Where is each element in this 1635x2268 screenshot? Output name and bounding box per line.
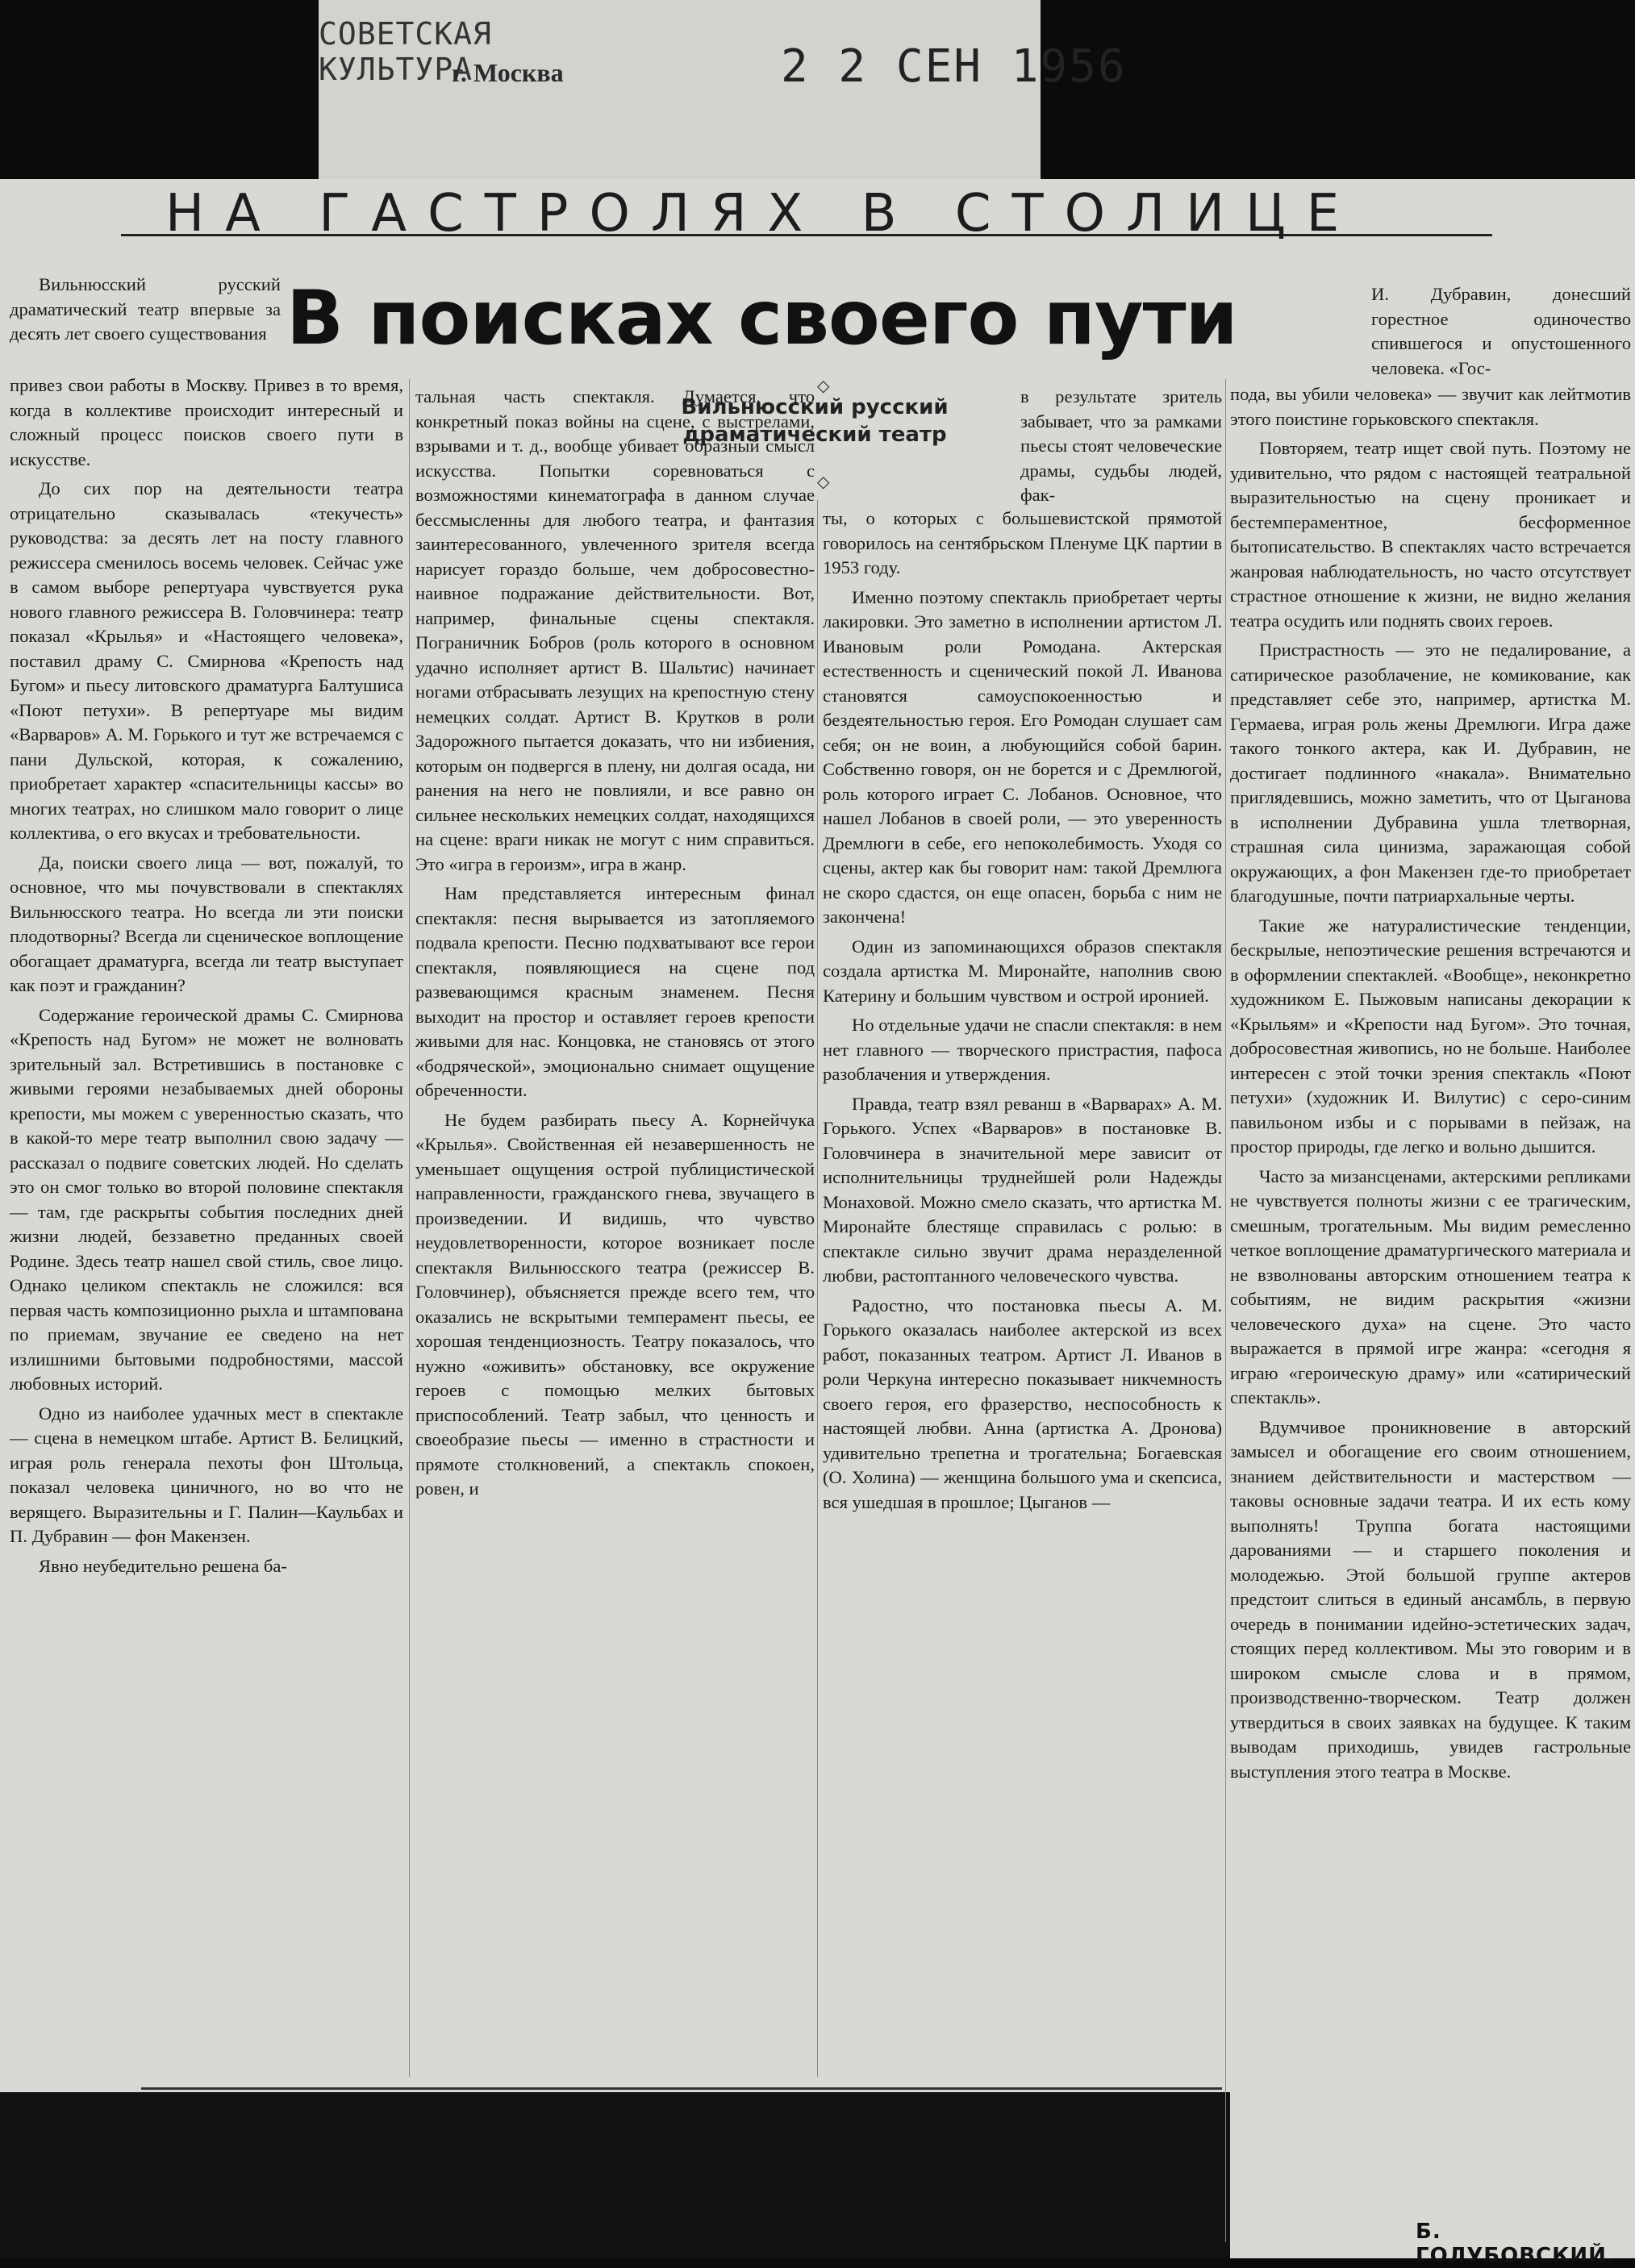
- paragraph: Содержание героической драмы С. Смирнова «Крепость над Бугом» не может не волновать зрительный зал. Встретившись в постановке с живыми героями незабываемых дней обороны крепости, мы можем с уверенностью сказать, что в какой-то мере театр выполнил свою задачу — рассказал о подвиге советских людей. Но сделать это он смог только во второй половине спектакля — там, где раскрыты события последних дней жизни людей, беззаветно преданных своей Родине. Здесь театр нашел свой стиль, свое лицо. Однако целиком спектакль не сложился: вся первая часть композиционно рыхла и штампована по приемам, звучание ее сведено на нет излишними бытовыми подробностями, массой любовных историй.: [10, 1004, 403, 1394]
- article-subhead: Вильнюсский русский драматический театр: [681, 395, 949, 447]
- column-divider: [409, 379, 410, 2077]
- paragraph: Да, поиски своего лица — вот, пожалуй, то основное, что мы почувствовали в спектаклях Вильнюсского театра. Но всегда ли эти поиски плодотворны? Всегда ли сценическое воплощение обогащает драматурга, всегда ли театр выступает как поэт и гражданин?: [10, 852, 403, 995]
- paragraph: Вильнюсский русский драматический театр впервые за десять лет своего существования: [10, 274, 281, 344]
- background-gap: [0, 2092, 1230, 2258]
- stamp-city: г. Москва: [452, 58, 564, 87]
- column-3-top: [1020, 385, 1222, 508]
- article-headline: В поисках своего пути: [286, 274, 1237, 361]
- paragraph: Один из запоминающихся образов спектакля создала артистка М. Миронайте, наполнив свою Катерину и большим чувством и острой иронией.: [823, 936, 1222, 1006]
- column-1: [10, 373, 403, 1578]
- diamond-ornament-icon: ◇: [817, 377, 830, 395]
- paragraph: Пристрастность — это не педалирование, а сатирическое разоблачение, не комикование, как представляет себе это, например, артистка М. Гермаева, играя роль жены Дремлюги. Игра даже такого тонкого актера, как И. Дубравин, не достигает подлинного «накала». Внимательно приглядевшись, можно заметить, что от Цыганова в исполнении Дубравина ушла тлетворная, страшная сила цинизма, заражающая собой окружающих, а фон Макензен где-то приобретает благодушные, почти патриархальные черты.: [1230, 640, 1631, 906]
- bottom-divider: [141, 2087, 1222, 2090]
- column-2: [415, 385, 815, 1502]
- paragraph: Такие же натуралистические тенденции, бескрылые, непоэтические решения встречаются и в оформлении спектаклей. «Вообще», неконкретно художником Е. Пыжовым написаны декорации к «Крыльям» и «Крепости над Бугом». Это точная, добросовестная живопись, но не больше. Наиболее интересен с этой точки зрения спектакль «Поют петухи» (художник И. Вилутис) с серо-синим павильоном избы и с порывами в пейзаж, на простор природы, где легко и вольно дышится.: [1230, 915, 1631, 1157]
- column-4: [1230, 382, 1631, 1784]
- paragraph: пода, вы убили человека» — звучит как лейтмотив этого поистине горьковского спектакля.: [1230, 384, 1631, 429]
- paragraph: Вдумчивое проникновение в авторский замысел и обогащение его своим отношением, знанием действительности и мастерством — таковы основные задачи театра. И их есть кому выполнять! Труппа богата настоящими дарованиями — и старшего поколения и молодежью. Этой большой группе актеров предстоит слиться в единый ансамбль, в первую очередь в понимании идейно-эстетических задач, стоящих перед коллективом. Мы это говорим и в широком смысле слова и в прямом, производственно-творческом. Театр должен утвердиться в своих заявках на будущее. К таким выводам приходишь, увидев гастрольные выступления этого театра в Москве.: [1230, 1416, 1631, 1782]
- paragraph: До сих пор на деятельности театра отрицательно сказывалась «текучесть» руководства: за десять лет на посту главного режиссера сменилось восемь человек. Сейчас уже в самом выборе репертуара чувствуется рука нового главного режиссера В. Головчинера: театр показал «Крылья» и «Настоящего человека», поставил драму С. Смирнова «Крепость над Бугом» и пьесу литовского драматурга Балтушиса «Поют петухи». В репертуаре мы видим «Варваров» А. М. Горького и тут же встречаемся с пани Дульской, которая, к сожалению, приобретает характер «спасительницы кассы» во многих театрах, но слишком мало говорит о лице коллектива, о его вкусах и требовательности.: [10, 478, 403, 843]
- paragraph: Не будем разбирать пьесу А. Корнейчука «Крылья». Свойственная ей незавершенность не уменьшает ощущения острой публицистической направленности, гражданского гнева, звучащего в произведении. И видишь, что чувство неудовлетворенности, которое возникает после спектакля Вильнюсского театра (режиссер В. Головчинер), объясняется прежде всего тем, что оказались не вскрытыми темперамент пьесы, ее хорошая тенденциозность. Театру показалось, что нужно «оживить» обстановку, все окружение героев с помощью мелких бытовых приспособлений. Театр забыл, что ценность и своеобразие пьесы — именно в страстности и прямоте столкновений, а спектакль спокоен, ровен, и: [415, 1109, 815, 1499]
- column-3: [823, 507, 1222, 1515]
- paragraph: привез свои работы в Москву. Привез в то время, когда в коллективе происходит интересный и сложный процесс поисков своего пути в искусстве.: [10, 375, 403, 469]
- paragraph: Одно из наиболее удачных мест в спектакле — сцена в немецком штабе. Артист В. Белицкий, играя роль генерала пехоты фон Штольца, показал человека циничного, но во что не верящего. Выразительны и Г. Палин—Каульбах и П. Дубравин — фон Макензен.: [10, 1403, 403, 1546]
- newspaper-stamp: СОВЕТСКАЯ КУЛЬТУРА: [319, 16, 492, 87]
- article-intro: [10, 273, 281, 347]
- author-signature: Б. ГОЛУБОВСКИЙ.: [1416, 2220, 1616, 2268]
- diamond-ornament-icon: ◇: [817, 473, 830, 491]
- paragraph: Именно поэтому спектакль приобретает черты лакировки. Это заметно в исполнении артистом Л. Ивановым роли Ромодана. Актерская естественность и сценический покой Л. Иванова становятся самоуспокоенностью и бездеятельностью героя. Его Ромодан слушает сам себя; он не воин, а любующийся собой барин. Собственно говоря, он не борется и с Дремлюгой, роль которого играет С. Лобанов. Основное, что нашел Лобанов в своей роли, — это уверенность Дремлюги в себе, его непоколебимость. Уходя со сцены, актер как бы говорит нам: такой Дремлюга не скоро сдастся, он еще опасен, борьба с ним не закончена!: [823, 586, 1222, 927]
- paragraph: Радостно, что постановка пьесы А. М. Горького оказалась наиболее актерской из всех работ, показанных театром. Артист Л. Иванов в роли Черкуна интересно показывает никчемность своего героя, его фразерство, неспособность к настоящей любви. Анна (артистка А. Дронова) удивительно трепетна и трогательна; Богаевская (О. Холина) — женщина большого ума и скепсиса, вся ушедшая в прошлое; Цыганов —: [823, 1295, 1222, 1512]
- paragraph: в результате зритель забывает, что за рамками пьесы стоят человеческие драмы, судьбы людей, фак-: [1020, 386, 1222, 505]
- paragraph: Но отдельные удачи не спасли спектакля: в нем нет главного — творческого пристрастия, пафоса разоблачения и утверждения.: [823, 1015, 1222, 1084]
- paragraph: Часто за мизансценами, актерскими репликами не чувствуется полноты жизни с ее трагическим, смешным, трогательным. Мы видим ремесленно четкое воплощение драматургического материала и не взволнованы авторским отношением театра к событиям, не видим раскрытия «жизни человеческого духа» на сцене. Это часто выражается в прямой игре жанра: «сегодня я играю «героическую драму» или «сатирический спектакль».: [1230, 1165, 1631, 1407]
- paragraph: тальная часть спектакля. Думается, что конкретный показ войны на сцене, с выстрелами, взрывами и т. д., вообще убивает образный смысл искусства. Попытки соревноваться с возможностями кинематографа в данном случае бессмысленны для любого театра, и фантазия заинтересованного, увлеченного зрителя всегда нарисует гораздо больше, чем добросовестно-наивное подражание действительности. Вот, например, финальные сцены спектакля. Пограничник Бобров (роль которого в основном удачно исполняет артист В. Шальтис) начинает ногами отбрасывать лезущих на крепостную стену немецких солдат. Артист В. Крутков в роли Задорожного пытается доказать, что ни избиения, которым он подвергся в плену, ни долгая осада, ни ранения на него не повлияли, и все равно он сильнее нескольких немецких солдат, находящихся на сцене: враги никак не могут с ним справиться. Это «игра в героизм», игра в жанр.: [415, 386, 815, 874]
- paragraph: Явно неубедительно решена ба-: [39, 1555, 287, 1576]
- column-divider: [1225, 379, 1226, 2242]
- paragraph: И. Дубравин, донесший горестное одиночество спившегося и опустошенного человека. «Гос-: [1371, 284, 1631, 378]
- paragraph: ты, о которых с большевистской прямотой говорилось на сентябрьском Пленуме ЦК партии в 1953 году.: [823, 508, 1222, 577]
- column-divider: [817, 500, 818, 2077]
- column-4-top: [1371, 282, 1631, 381]
- rubric-heading: НА ГАСТРОЛЯХ В СТОЛИЦЕ: [165, 184, 1361, 244]
- stamp-date: 2 2 СЕН 1956: [781, 40, 1127, 93]
- paragraph: Повторяем, театр ищет свой путь. Поэтому не удивительно, что рядом с настоящей театральной выразительностью на сцену проникает и бестемпераментное, бесформенное бытописательство. В спектаклях часто встречается жанровая наблюдательность, но часто отсутствует страстное отношение к жизни, не видно желания театра осудить или поднять своих героев.: [1230, 438, 1631, 631]
- paragraph: Правда, театр взял реванш в «Варварах» А. М. Горького. Успех «Варваров» в постановке В. Головчинера в значительной мере зависит от исполнительницы труднейшей роли Надежды Монаховой. Можно смело сказать, что артистка М. Миронайте блестяще справилась с ролью: в спектакле сильно звучит драма неразделенной любви, растоптанного человеческого чувства.: [823, 1093, 1222, 1286]
- article-clipping-tail: [1230, 1903, 1635, 2258]
- paragraph: Нам представляется интересным финал спектакля: песня вырывается из затопляемого подвала крепости. Песню подхватывают все герои спектакля, появляющиеся на сцене под развевающимся красным знаменем. Песня выходит на простор и оставляет героев крепости живыми для нас. Концовка, не становясь от этого «бодряческой», эмоционально снимает ощущение обреченности.: [415, 883, 815, 1100]
